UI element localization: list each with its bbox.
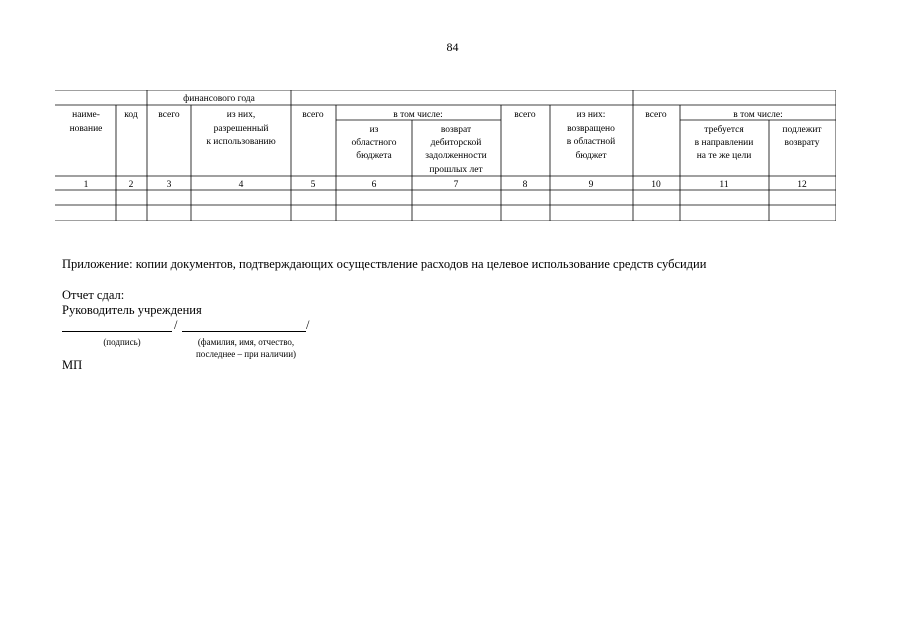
header-including-a: в том числе:: [393, 110, 443, 120]
column-number: 7: [453, 180, 459, 190]
header-debt-3: задолженности: [425, 151, 487, 161]
column-number: 5: [310, 180, 316, 190]
signature-line: [62, 318, 172, 332]
header-required-2: в направлении: [694, 138, 754, 148]
header-returned-1: из них:: [576, 110, 606, 120]
fullname-line: [182, 318, 306, 332]
column-number: 6: [371, 180, 377, 190]
header-regional-2: областного: [351, 138, 397, 148]
header-regional-1: из: [369, 125, 379, 135]
column-number: 3: [166, 180, 172, 190]
report-table: [55, 90, 836, 221]
column-number: 10: [651, 180, 661, 190]
header-refund-2: возврату: [784, 138, 820, 148]
fullname-caption: [176, 336, 316, 360]
column-number: 2: [128, 180, 134, 190]
fullname-caption-line-2: последнее – при наличии): [195, 349, 297, 359]
header-required-1: требуется: [704, 125, 744, 135]
header-debt-2: дебиторской: [430, 138, 482, 148]
signature-separator: /: [174, 318, 178, 332]
column-number: 9: [588, 180, 594, 190]
header-including-b: в том числе:: [733, 110, 783, 120]
appendix-note: Приложение: копии документов, подтверждающих осуществление расходов на целевое использование средств субсидии: [62, 257, 707, 271]
header-total-c: всего: [514, 110, 536, 120]
header-financial-year: финансового года: [183, 94, 255, 104]
header-refund-1: подлежит: [782, 125, 822, 135]
column-number: 1: [83, 180, 89, 190]
header-returned-4: бюджет: [575, 151, 607, 161]
signature-caption: (подпись): [103, 337, 141, 347]
header-total-d: всего: [645, 110, 667, 120]
header-debt-4: прошлых лет: [429, 165, 483, 175]
header-returned-3: в областной: [566, 137, 616, 147]
header-total-a: всего: [158, 110, 180, 120]
header-returned-2: возвращено: [567, 124, 615, 134]
header-name-2: нование: [69, 124, 103, 134]
header-regional-3: бюджета: [356, 151, 392, 161]
header-total-b: всего: [302, 110, 324, 120]
column-number: 4: [238, 180, 244, 190]
header-permitted-1: из них,: [226, 110, 256, 120]
page-number: 84: [446, 40, 459, 54]
header-required-3: на те же цели: [696, 151, 752, 161]
header-code: код: [124, 110, 138, 120]
header-permitted-2: разрешенный: [213, 124, 269, 134]
header-debt-1: возврат: [440, 125, 472, 135]
header-name-1: наиме-: [72, 110, 100, 120]
signature-end-slash: /: [306, 318, 310, 332]
column-number: 8: [522, 180, 528, 190]
column-number: 12: [797, 180, 807, 190]
stamp-mark: МП: [62, 358, 83, 372]
head-of-institution-label: Руководитель учреждения: [62, 303, 202, 317]
report-submitted-label: Отчет сдал:: [62, 288, 125, 302]
column-number: 11: [719, 180, 729, 190]
fullname-caption-line-1: (фамилия, имя, отчество,: [197, 337, 295, 347]
header-permitted-3: к использованию: [206, 137, 276, 147]
